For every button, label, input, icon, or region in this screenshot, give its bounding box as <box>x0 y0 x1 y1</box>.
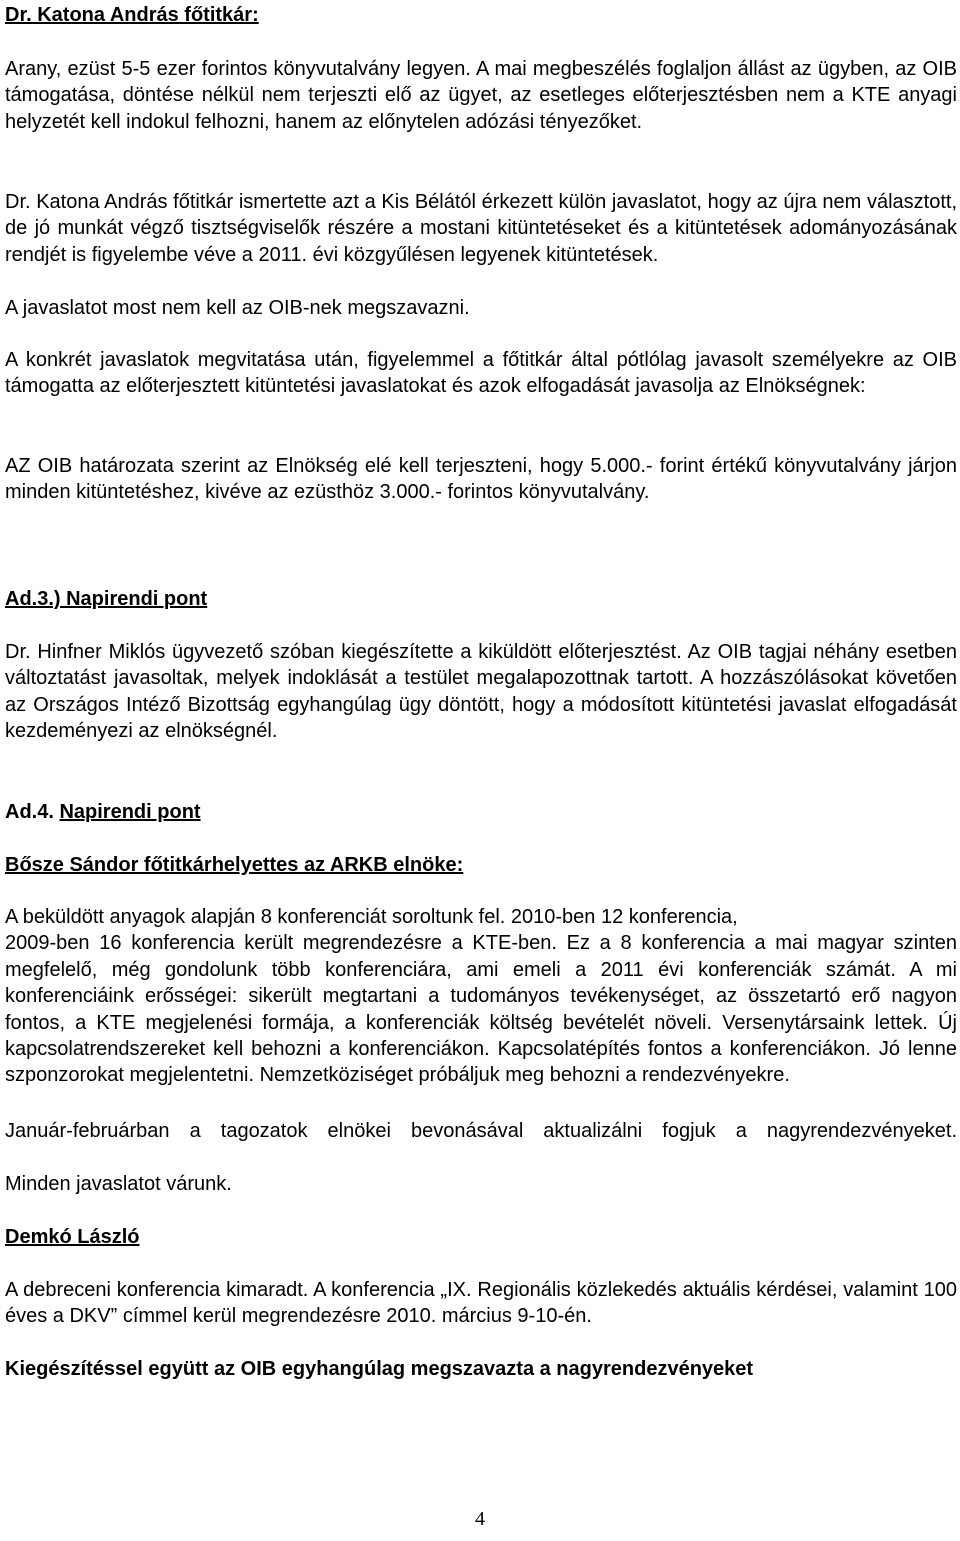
agenda-item-4-heading <box>5 799 957 825</box>
paragraph-january-february <box>5 1118 957 1144</box>
agenda-item-4-prefix: Ad.4. <box>5 801 54 823</box>
paragraph-january-february-text: Január-februárban a tagozatok elnökei bevonásával aktualizálni fogjuk a nagyrendezvényeket. <box>5 1120 957 1142</box>
agenda-item-4-title: Napirendi pont <box>59 801 201 823</box>
speaker-heading-katona: Dr. Katona András főtitkár: <box>5 4 259 26</box>
paragraph-gift-voucher: Arany, ezüst 5-5 ezer forintos könyvutalvány legyen. A mai megbeszélés foglaljon állást az ügyben, az OIB támogatása, döntése nélkül nem terjeszti elő az ügyet, az esetleges előterjesztésben nem a KTE anyagi helyzetét kell indokul felhozni, hanem az előnytelen adózási tényezőket. <box>5 58 957 133</box>
paragraph-oib-decision: AZ OIB határozata szerint az Elnökség elé kell terjeszteni, hogy 5.000.- forint értékű könyvutalvány járjon minden kitüntetéshez, kivéve az ezüsthöz 3.000.- forintos könyvutalvány. <box>5 455 957 504</box>
agenda-item-3-heading: Ad.3.) Napirendi pont <box>5 588 208 610</box>
paragraph-conferences <box>5 904 957 1089</box>
paragraph-debrecen-conference: A debreceni konferencia kimaradt. A konferencia „IX. Regionális közlekedés aktuális kérdései, valamint 100 éves a DKV” címmel kerül megrendezésre 2010. március 9-10-én. <box>5 1279 957 1328</box>
paragraph-conferences-first-line: A beküldött anyagok alapján 8 konferenciát soroltunk fel. 2010-ben 12 konferencia, <box>5 906 738 928</box>
page-number: 4 <box>475 1508 485 1530</box>
paragraph-no-vote-needed: A javaslatot most nem kell az OIB-nek megszavazni. <box>5 297 470 319</box>
speaker-heading-bosze: Bősze Sándor főtitkárhelyettes az ARKB elnöke: <box>5 854 464 876</box>
paragraph-unanimous-vote: Kiegészítéssel együtt az OIB egyhangúlag megszavazta a nagyrendezvényeket <box>5 1358 754 1380</box>
paragraph-conferences-body: 2009-ben 16 konferencia került megrendezésre a KTE-ben. Ez a 8 konferencia a mai magyar szinten megfelelő, még gondolunk több konferenciára, ami emeli a 2011 évi konferenciák számát. A mi konferenciáink erősségei: sikerült megtartani a tudományos tevékenységet, az összetartó erő nagyon fontos, a KTE megjelenési formája, a konferenciák költség bevételét növeli. Versenytársaink lettek. Új kapcsolatrendszereket kell behozni a konferenciákon. Kapcsolatépítés fontos a konferenciákon. Jó lenne szponzorokat megjelentetni. Nemzetköziséget próbáljuk meg behozni a rendezvényekre. <box>5 932 957 1087</box>
paragraph-hinfner: Dr. Hinfner Miklós ügyvezető szóban kiegészítette a kiküldött előterjesztést. Az OIB tagjai néhány esetben változtatást javasoltak, melyek indoklását a testület megalapozottnak tartott. A hozzászólásokat követően az Országos Intéző Bizottság egyhangúlag ügy döntött, hogy a módosított kitüntetési javaslat elfogadását kezdeményezi az elnökségnél. <box>5 641 957 743</box>
paragraph-katona-proposal: Dr. Katona András főtitkár ismertette azt a Kis Bélától érkezett külön javaslatot, hogy az újra nem választott, de jó munkát végző tisztségviselők részére a mostani kitüntetéseket és a kitüntetések adományozásának rendjét is figyelembe véve a 2011. évi közgyűlésen legyenek kitüntetések. <box>5 191 957 266</box>
paragraph-award-proposals: A konkrét javaslatok megvitatása után, figyelemmel a főtitkár által pótlólag javasolt személyekre az OIB támogatta az előterjesztett kitüntetési javaslatokat és azok elfogadását javasolja az Elnökségnek: <box>5 349 957 398</box>
paragraph-all-suggestions: Minden javaslatot várunk. <box>5 1173 232 1195</box>
speaker-heading-demko: Demkó László <box>5 1226 140 1248</box>
